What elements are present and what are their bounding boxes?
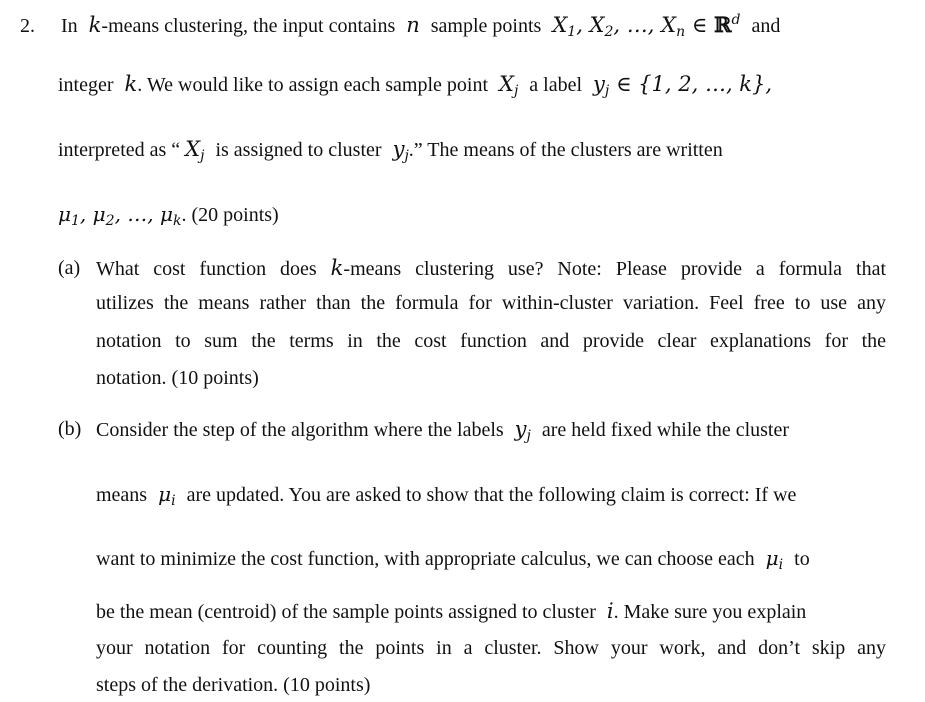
part-a-line-2: utilizes the means rather than the formula for within-cluster variation. Feel free to use any <box>96 292 886 314</box>
question-2-line-1: 2. In k-means clustering, the input contains n sample points $X_1$, $X_2$, …, $X_n$ ∈ ℝ$^d$ and <box>20 12 781 40</box>
math-yj: $y_j$ <box>392 137 409 164</box>
math-xj-2: $X_j$ <box>185 137 205 164</box>
question-2-line-3: interpreted as “ $X_j$ is assigned to cluster $y_j$.” The means of the clusters are written <box>58 137 723 164</box>
part-b-line-5: your notation for counting the points in a cluster. Show your work, and don’t skip any <box>96 637 886 659</box>
math-i: i <box>606 599 614 623</box>
part-b-line-6: steps of the derivation. (10 points) <box>96 674 371 696</box>
math-k: k <box>88 13 102 37</box>
math-means-list: $\mu_1$, $\mu_2$, …, $\mu_k$ <box>58 202 182 229</box>
question-2-line-4: $\mu_1$, $\mu_2$, …, $\mu_k$. (20 points) <box>58 202 279 229</box>
part-a-line-4: notation. (10 points) <box>96 367 259 389</box>
part-b-line-1: Consider the step of the algorithm where the labels $y_j$ are held fixed while the cluster <box>96 417 790 444</box>
math-yj-2: $y_j$ <box>514 417 531 444</box>
math-k-3: k <box>330 256 344 280</box>
part-a-label: (a) <box>58 257 81 279</box>
math-k-2: k <box>124 72 138 96</box>
math-n: n <box>406 13 420 37</box>
math-sample-list: $X_1$, $X_2$, …, $X_n$ ∈ ℝ$^d$ <box>552 12 741 40</box>
question-2-line-2: integer k. We would like to assign each sample point $X_j$ a label $y_j$ ∈ {1, 2, …, k}, <box>58 72 773 99</box>
part-b-line-2: means $\mu_i$ are updated. You are asked to show that the following claim is correct: If we <box>96 482 797 509</box>
math-label-set: $y_j$ ∈ {1, 2, …, k}, <box>593 72 773 99</box>
part-a-line-1: What cost function does k-means clustering use? Note: Please provide a formula that <box>96 256 886 280</box>
math-mui: $\mu_i$ <box>158 482 176 509</box>
math-xj: $X_j$ <box>499 72 519 99</box>
question-number: 2. <box>20 15 35 37</box>
part-a-line-3: notation to sum the terms in the cost function and provide clear explanations for the <box>96 330 886 352</box>
part-b-line-4: be the mean (centroid) of the sample points assigned to cluster i. Make sure you explain <box>96 599 807 623</box>
part-b-line-3: want to minimize the cost function, with appropriate calculus, we can choose each $\mu_i$ to <box>96 546 810 573</box>
part-b-label: (b) <box>58 418 82 440</box>
math-mui-2: $\mu_i$ <box>765 546 784 573</box>
